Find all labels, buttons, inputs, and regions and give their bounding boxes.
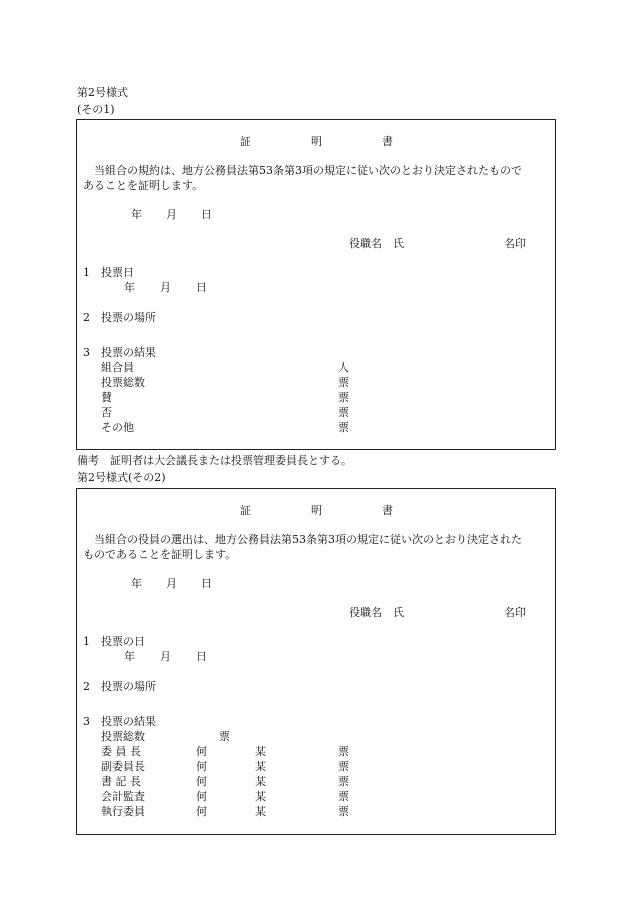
form1-result-label: その他 xyxy=(101,421,134,434)
form2-total-label: 投票総数 xyxy=(101,730,145,743)
form1-item1-month: 月 xyxy=(160,281,171,294)
form2-officer-name1: 何 xyxy=(196,790,207,803)
form1-result-label: 否 xyxy=(101,406,112,419)
form1-title-char-3: 書 xyxy=(382,135,393,148)
form1-date-month: 月 xyxy=(166,208,177,221)
form2-item1-year: 年 xyxy=(124,650,135,663)
form2-officer-name1: 何 xyxy=(196,760,207,773)
form2-officer-name2: 某 xyxy=(255,775,266,788)
form1-title-char-2: 明 xyxy=(311,135,322,148)
form1-body-line1: 当組合の規約は、地方公務員法第53条第3項の規定に従い次のとおり決定されたもので xyxy=(94,164,522,177)
form2-item1-month: 月 xyxy=(160,650,171,663)
form1-date-day: 日 xyxy=(201,208,212,221)
form1-result-label: 組合員 xyxy=(101,361,134,374)
form2-officer-name1: 何 xyxy=(196,745,207,758)
form2-officer-unit: 票 xyxy=(338,760,349,773)
form1-result-unit: 票 xyxy=(338,376,349,389)
form2-date-month: 月 xyxy=(166,577,177,590)
form2-item1-label: 1 投票の日 xyxy=(83,635,145,648)
form2-officer-unit: 票 xyxy=(338,745,349,758)
form2-officer-role: 執行委員 xyxy=(101,805,145,818)
form2-officer-unit: 票 xyxy=(338,790,349,803)
form2-signer-role: 役職名 氏 xyxy=(349,606,404,619)
form1-item1-day: 日 xyxy=(196,281,207,294)
form1-item2-label: 2 投票の場所 xyxy=(83,311,156,324)
form2-officer-unit: 票 xyxy=(338,775,349,788)
form2-officer-name2: 某 xyxy=(255,745,266,758)
form2-body-line1: 当組合の役員の選出は、地方公務員法第53条第3項の規定に従い次のとおり決定された xyxy=(94,533,522,546)
form1-subheading: (その1) xyxy=(77,103,115,116)
form2-title-char-2: 明 xyxy=(311,504,322,517)
form1-seal: 名印 xyxy=(504,237,526,250)
form2-officer-role: 会計監査 xyxy=(101,790,145,803)
form2-officer-name2: 某 xyxy=(255,790,266,803)
form2-title-char-1: 証 xyxy=(240,504,251,517)
form1-result-unit: 人 xyxy=(338,361,349,374)
form1-heading: 第2号様式 xyxy=(77,86,128,99)
form1-date-year: 年 xyxy=(131,208,142,221)
form2-officer-name1: 何 xyxy=(196,805,207,818)
remark: 備考 証明者は大会議長または投票管理委員長とする。 xyxy=(77,454,352,467)
form2-heading: 第2号様式(その2) xyxy=(77,471,166,484)
form2-officer-unit: 票 xyxy=(338,805,349,818)
form1-result-unit: 票 xyxy=(338,406,349,419)
form1-item3-label: 3 投票の結果 xyxy=(83,346,156,359)
form1-result-label: 賛 xyxy=(101,391,112,404)
form2-officer-name2: 某 xyxy=(255,805,266,818)
form2-date-year: 年 xyxy=(131,577,142,590)
form1-item1-label: 1 投票日 xyxy=(83,266,134,279)
form1-signer-role: 役職名 氏 xyxy=(349,237,404,250)
form1-body-line2: あることを証明します。 xyxy=(83,179,204,192)
form2-item2-label: 2 投票の場所 xyxy=(83,680,156,693)
form2-seal: 名印 xyxy=(504,606,526,619)
form1-result-unit: 票 xyxy=(338,391,349,404)
form2-officer-role: 委 員 長 xyxy=(101,745,141,758)
form2-item1-day: 日 xyxy=(196,650,207,663)
form2-date-day: 日 xyxy=(201,577,212,590)
form2-title-char-3: 書 xyxy=(382,504,393,517)
form2-officer-role: 副委員長 xyxy=(101,760,145,773)
form2-officer-name2: 某 xyxy=(255,760,266,773)
form2-total-unit: 票 xyxy=(219,730,230,743)
form1-item1-year: 年 xyxy=(124,281,135,294)
form2-officer-name1: 何 xyxy=(196,775,207,788)
form1-result-unit: 票 xyxy=(338,421,349,434)
form1-title-char-1: 証 xyxy=(240,135,251,148)
form1-result-label: 投票総数 xyxy=(101,376,145,389)
form2-item3-label: 3 投票の結果 xyxy=(83,715,156,728)
form2-officer-role: 書 記 長 xyxy=(101,775,141,788)
form2-body-line2: ものであることを証明します。 xyxy=(83,548,237,561)
